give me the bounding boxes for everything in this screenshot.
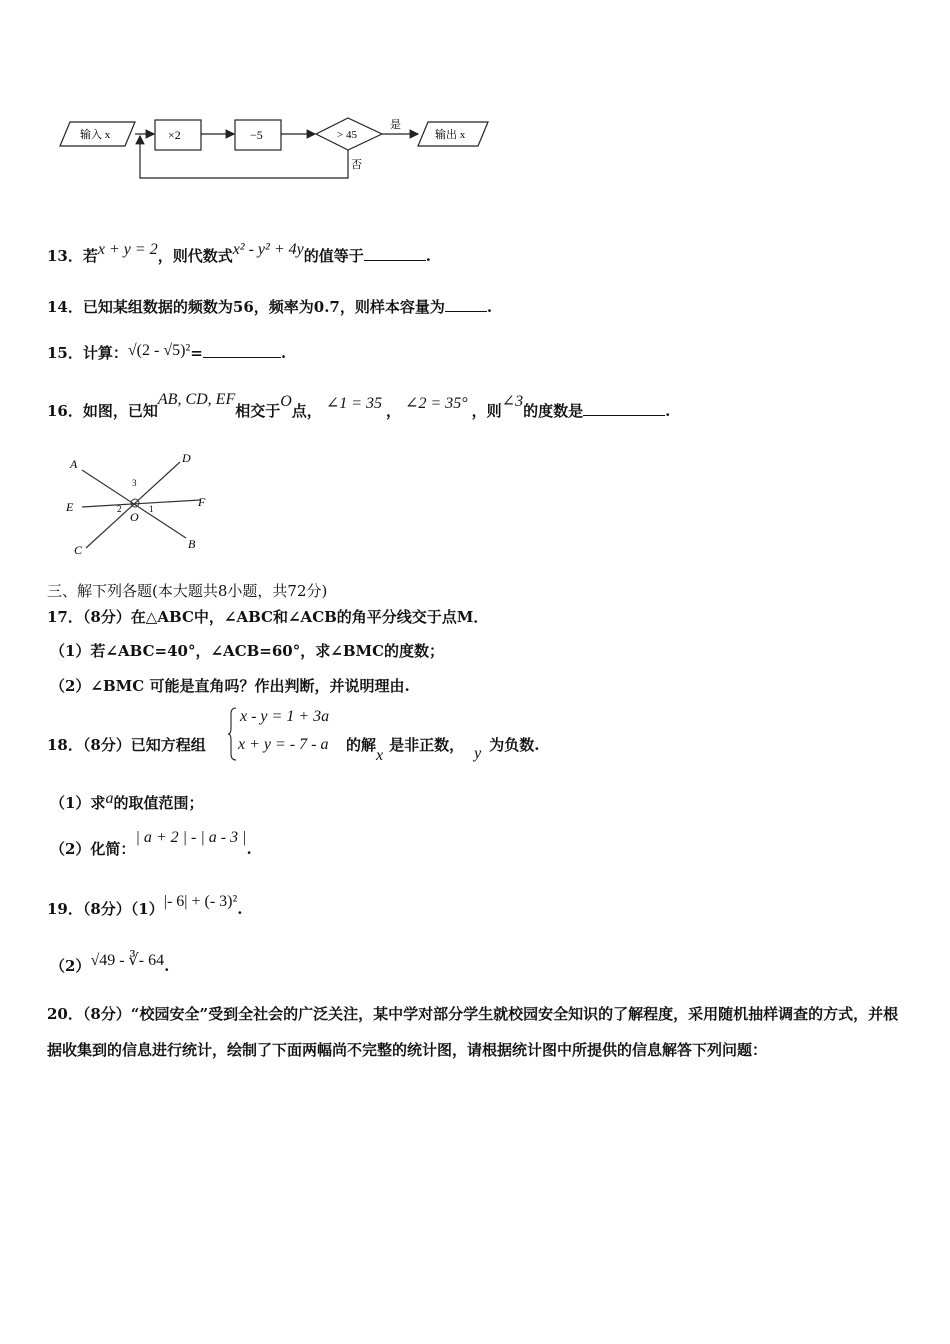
q18-p2-expression: | a + 2 | - | a - 3 | bbox=[135, 829, 247, 846]
q18-mid3: 为负数. bbox=[489, 736, 540, 754]
q13-answer-blank[interactable] bbox=[364, 248, 426, 261]
brace-icon bbox=[228, 706, 238, 762]
q19-head: 19．（8分）（1） bbox=[47, 900, 164, 918]
no-label: 否 bbox=[351, 159, 362, 171]
q13-expression: x² - y² + 4y bbox=[232, 241, 304, 258]
q15-end: . bbox=[280, 344, 287, 362]
question-13 bbox=[47, 241, 431, 266]
q16-angle2: ∠2 = 35° bbox=[405, 395, 468, 412]
q16-pre: 如图，已知 bbox=[82, 402, 158, 420]
q19-p2-pre: （2） bbox=[50, 957, 91, 975]
output-label: 输出 x bbox=[435, 129, 466, 141]
question-17-part1: （1）若∠ABC=40°，∠ACB=60°，求∠BMC的度数； bbox=[50, 642, 445, 660]
section-3-heading: 三、解下列各题(本大题共8小题，共72分) bbox=[47, 582, 328, 600]
fig-label-C: C bbox=[74, 543, 83, 557]
q19-expression-2: √49 - ∛- 64 bbox=[90, 952, 165, 969]
q18-p2-end: . bbox=[246, 840, 252, 858]
q16-angle1: ∠1 = 35 bbox=[325, 395, 383, 412]
input-label: 输入 x bbox=[80, 129, 111, 141]
q15-equals: = bbox=[190, 344, 203, 362]
yes-label: 是 bbox=[390, 119, 401, 131]
q15-expression: √(2 - √5)² bbox=[127, 342, 191, 359]
intersecting-lines-figure bbox=[60, 450, 220, 560]
q18-equation-system bbox=[228, 706, 348, 762]
q18-mid1: 的解 bbox=[346, 736, 377, 754]
q13-mid: ，则代数式 bbox=[157, 247, 233, 265]
q13-post: 的值等于 bbox=[303, 247, 364, 265]
minus-five-label: −5 bbox=[250, 128, 263, 142]
q14-text: 已知某组数据的频数为56，频率为0.7，则样本容量为 bbox=[82, 298, 445, 316]
q16-angle3: ∠3 bbox=[501, 393, 524, 410]
q15-answer-blank[interactable] bbox=[203, 345, 281, 358]
q18-equation-2: x + y = - 7 - a bbox=[238, 736, 329, 753]
q18-tail bbox=[346, 734, 540, 764]
q13-number: 13． bbox=[47, 247, 83, 265]
q19-expression-1: |- 6| + (- 3)² bbox=[163, 893, 238, 910]
fig-label-A: A bbox=[70, 457, 78, 471]
q18-part2 bbox=[50, 829, 252, 859]
q16-mid1: 相交于 bbox=[235, 402, 281, 420]
q18-part1 bbox=[50, 792, 203, 813]
fig-label-F: F bbox=[198, 495, 206, 509]
q18-p1-post: 的取值范围； bbox=[113, 794, 204, 812]
q16-post: 的度数是 bbox=[523, 402, 584, 420]
q19-end-1: . bbox=[237, 900, 243, 918]
q18-p2-pre: （2）化简： bbox=[50, 840, 136, 858]
q18-p1-var: a bbox=[105, 790, 114, 807]
q13-pre: 若 bbox=[82, 247, 98, 265]
fig-label-D: D bbox=[182, 451, 191, 465]
q14-end: . bbox=[486, 298, 493, 316]
fig-label-3: 3 bbox=[132, 478, 137, 488]
question-18-head: 18．（8分）已知方程组 bbox=[47, 736, 206, 754]
q18-y: y bbox=[474, 745, 482, 762]
flowchart bbox=[50, 110, 500, 190]
q18-mid2: 是非正数， bbox=[389, 736, 465, 754]
question-19-part2 bbox=[50, 952, 170, 976]
fig-label-O: O bbox=[130, 510, 139, 524]
q16-mid3: ，则 bbox=[471, 402, 502, 420]
question-19 bbox=[47, 893, 243, 919]
times-two-label: ×2 bbox=[168, 128, 181, 142]
q13-condition: x + y = 2 bbox=[97, 241, 158, 258]
q16-end: . bbox=[665, 402, 671, 420]
q14-answer-blank[interactable] bbox=[445, 299, 487, 312]
q19-end-2: . bbox=[164, 957, 170, 975]
question-20: 20．（8分）“校园安全”受到全社会的广泛关注，某中学对部分学生就校园安全知识的了解程度，采用随机抽样调查的方式，并根据收集到的信息进行统计，绘制了下面两幅尚不完整的统计图，请根据统计图中所提供的信息解答下列问题： bbox=[47, 1005, 899, 1059]
q15-number: 15． bbox=[47, 344, 83, 362]
q18-x: x bbox=[376, 747, 384, 764]
q14-number: 14． bbox=[47, 298, 83, 316]
question-17-part2: （2）∠BMC 可能是直角吗？作出判断，并说明理由. bbox=[50, 677, 410, 695]
fig-label-E: E bbox=[66, 500, 74, 514]
fig-label-2: 2 bbox=[117, 504, 122, 514]
compare-label: > 45 bbox=[337, 129, 357, 141]
question-14 bbox=[47, 296, 492, 317]
fig-label-B: B bbox=[188, 537, 196, 551]
question-15 bbox=[47, 342, 286, 363]
q16-answer-blank[interactable] bbox=[583, 403, 665, 416]
q16-mid2: 点， bbox=[291, 402, 322, 420]
q18-p1-pre: （1）求 bbox=[50, 794, 106, 812]
q16-number: 16． bbox=[47, 402, 83, 420]
q16-point: O bbox=[280, 393, 292, 410]
q16-sep: ， bbox=[386, 402, 402, 420]
question-16 bbox=[47, 391, 671, 421]
q15-pre: 计算： bbox=[82, 344, 128, 362]
question-17-head: 17．（8分）在△ABC中，∠ABC和∠ACB的角平分线交于点M． bbox=[47, 608, 489, 626]
q18-equation-1: x - y = 1 + 3a bbox=[240, 708, 330, 725]
q16-lines: AB, CD, EF bbox=[157, 391, 236, 408]
q13-end: . bbox=[425, 247, 431, 265]
fig-label-1: 1 bbox=[149, 504, 154, 514]
